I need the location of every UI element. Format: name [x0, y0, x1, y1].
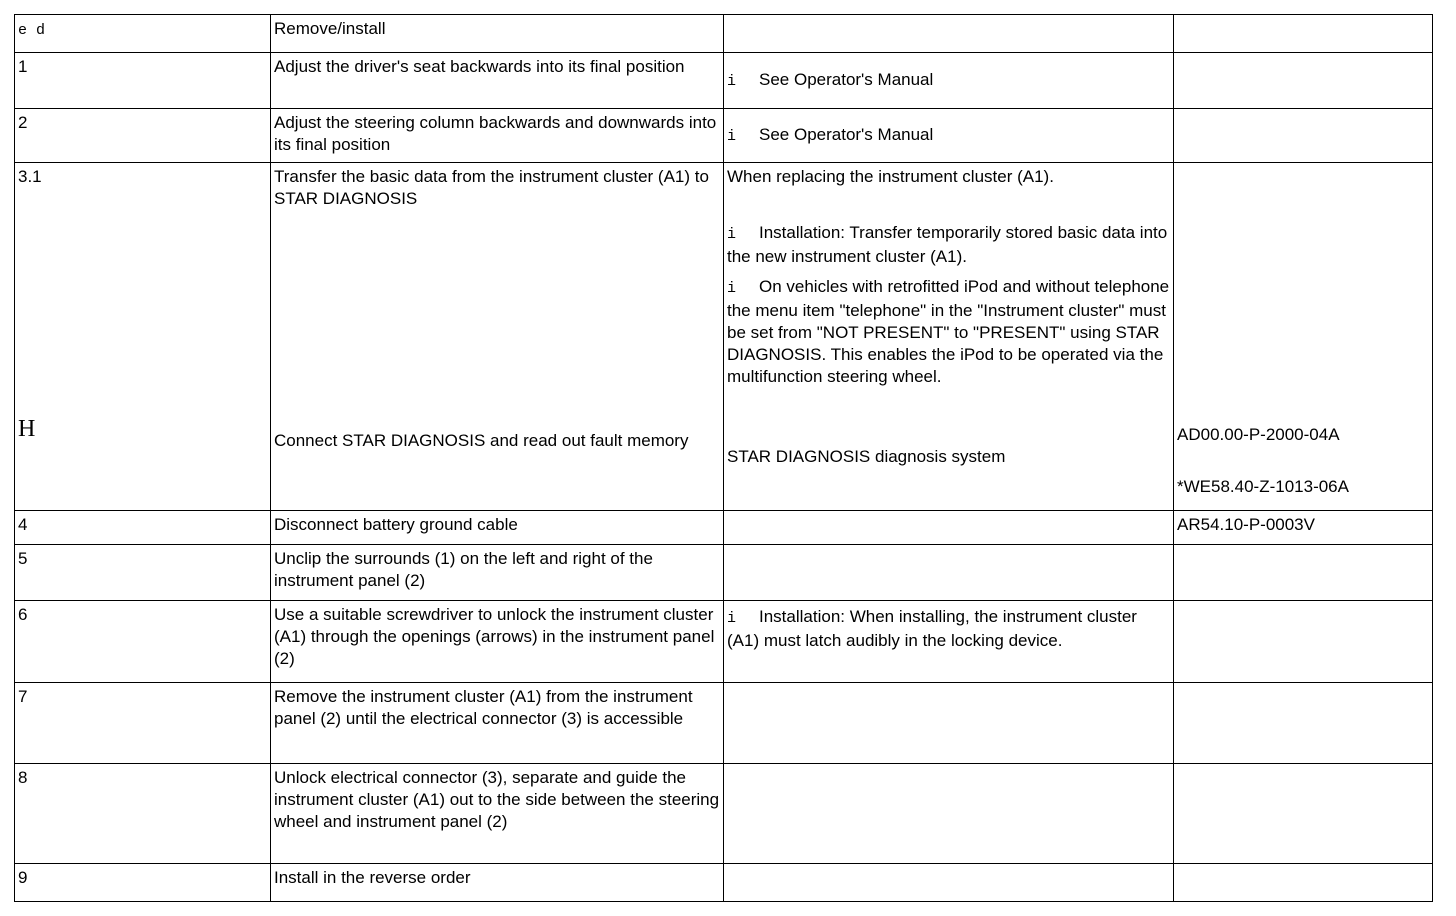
note-text: Installation: When installing, the instrument cluster (A1) must latch audibly in the locking device.	[727, 607, 1137, 650]
note-text: See Operator's Manual	[759, 125, 934, 144]
step-number: 5	[15, 545, 271, 601]
table-header-row	[15, 15, 1433, 53]
step-note	[724, 545, 1174, 601]
table-row	[15, 163, 1433, 511]
step-number: 1	[15, 53, 271, 109]
step-action: Unlock electrical connector (3), separate and guide the instrument cluster (A1) out to the side between the steering wheel and instrument panel (2)	[271, 764, 724, 864]
step-action	[271, 163, 724, 511]
step-note	[724, 683, 1174, 764]
table-row	[15, 764, 1433, 864]
step-action: Remove the instrument cluster (A1) from the instrument panel (2) until the electrical connector (3) is accessible	[271, 683, 724, 764]
table-row	[15, 109, 1433, 163]
step-note	[724, 163, 1174, 511]
step-action: Install in the reverse order	[271, 864, 724, 902]
procedure-table	[14, 14, 1433, 902]
step-action: Unclip the surrounds (1) on the left and right of the instrument panel (2)	[271, 545, 724, 601]
step-number: 9	[15, 864, 271, 902]
step-number: 8	[15, 764, 271, 864]
step-action: Use a suitable screwdriver to unlock the instrument cluster (A1) through the openings (arrows) in the instrument panel (2)	[271, 601, 724, 683]
reference-link-2[interactable]: *WE58.40-Z-1013-06A	[1177, 477, 1349, 496]
step-reference	[1174, 163, 1433, 511]
step-action: Adjust the driver's seat backwards into its final position	[271, 53, 724, 109]
step-number: 7	[15, 683, 271, 764]
step-note	[724, 864, 1174, 902]
step-reference	[1174, 53, 1433, 109]
table-row	[15, 683, 1433, 764]
note-text: Installation: Transfer temporarily stored basic data into the new instrument cluster (A1).	[727, 223, 1168, 266]
step-action-text: Transfer the basic data from the instrument cluster (A1) to STAR DIAGNOSIS	[274, 167, 709, 208]
step-note	[724, 109, 1174, 163]
table-row	[15, 53, 1433, 109]
step-reference	[1174, 545, 1433, 601]
step-reference	[1174, 601, 1433, 683]
step-action: Disconnect battery ground cable	[271, 511, 724, 545]
header-cell-2: Remove/install	[271, 15, 724, 53]
step-note	[724, 764, 1174, 864]
step-number: 6	[15, 601, 271, 683]
info-icon: i	[727, 226, 737, 243]
step-note	[724, 511, 1174, 545]
step-reference	[1174, 109, 1433, 163]
table-row	[15, 601, 1433, 683]
step-action-text-2: Connect STAR DIAGNOSIS and read out fault memory	[274, 431, 689, 450]
note-text: On vehicles with retrofitted iPod and without telephone the menu item "telephone" in the "Instrument cluster" must be set from "NOT PRESENT" to "PRESENT" using STAR DIAGNOSIS. This enables the iPod to be operated via the multifunction steering wheel.	[727, 277, 1170, 386]
info-icon: i	[727, 128, 737, 145]
table-row	[15, 545, 1433, 601]
step-reference	[1174, 683, 1433, 764]
step-action: Adjust the steering column backwards and downwards into its final position	[271, 109, 724, 163]
note-installation	[727, 222, 1170, 268]
step-number-text: 3.1	[18, 167, 42, 186]
header-cell-3	[724, 15, 1174, 53]
header-cell-1	[15, 15, 271, 53]
note-text: See Operator's Manual	[759, 70, 934, 89]
info-icon: i	[727, 280, 737, 297]
header-cell-4	[1174, 15, 1433, 53]
step-reference	[1174, 864, 1433, 902]
step-note	[724, 53, 1174, 109]
step-note	[724, 601, 1174, 683]
step-number: 4	[15, 511, 271, 545]
step-reference	[1174, 764, 1433, 864]
table-row	[15, 864, 1433, 902]
step-reference[interactable]: AR54.10-P-0003V	[1174, 511, 1433, 545]
reference-link-1[interactable]: AD00.00-P-2000-04A	[1177, 425, 1340, 444]
note-lead: When replacing the instrument cluster (A1).	[727, 167, 1054, 186]
note-ipod	[727, 276, 1170, 388]
hazard-icon: H	[18, 416, 36, 442]
info-icon: i	[727, 73, 737, 90]
header-col1: e d	[18, 22, 46, 39]
step-number: 2	[15, 109, 271, 163]
note-text-2: STAR DIAGNOSIS diagnosis system	[727, 447, 1006, 466]
table-row	[15, 511, 1433, 545]
step-number	[15, 163, 271, 511]
info-icon: i	[727, 610, 737, 627]
